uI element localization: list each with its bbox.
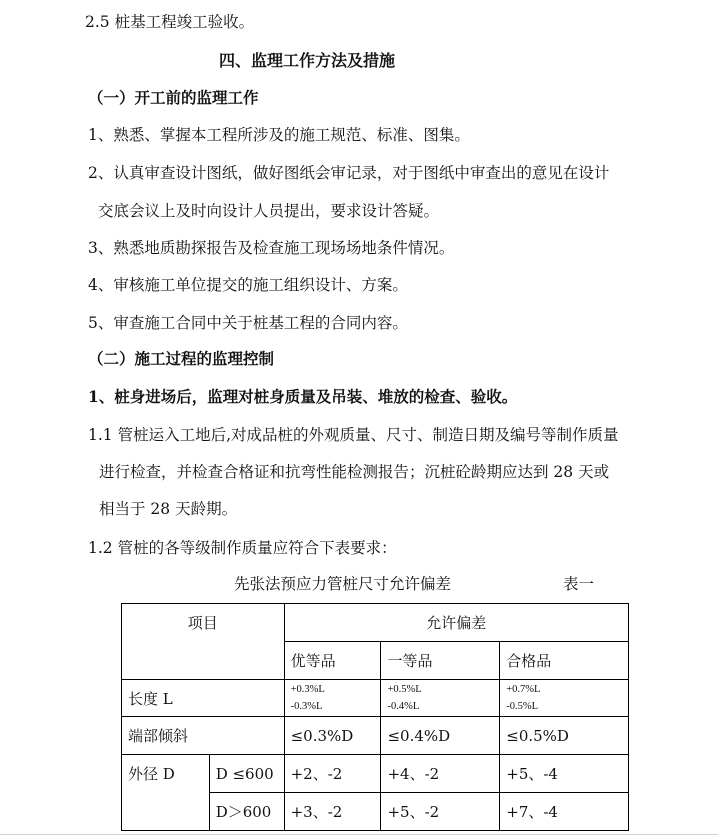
length-qualified-plus: +0.7%L <box>506 684 541 695</box>
od2-premium: +3、-2 <box>284 793 381 831</box>
od2-qualified: +7、-4 <box>500 793 629 831</box>
paragraph-1: 1、熟悉、掌握本工程所涉及的施工规范、标准、图集。 <box>88 126 470 144</box>
table-row <box>122 717 629 755</box>
od1-first: +4、-2 <box>381 755 500 793</box>
length-first-plus: +0.5%L <box>387 684 422 695</box>
subheading-construction-control: （二）施工过程的监理控制 <box>88 349 275 368</box>
subheading-before-start: （一）开工前的监理工作 <box>88 88 259 107</box>
row-label-outer-diameter: 外径 D <box>122 755 210 831</box>
length-first-minus: -0.4%L <box>387 701 420 712</box>
paragraph-5: 5、审查施工合同中关于桩基工程的合同内容。 <box>88 314 408 332</box>
row-label-end-tilt: 端部倾斜 <box>122 717 285 755</box>
od1-qualified: +5、-4 <box>500 755 629 793</box>
paragraph-1-1-line1: 1.1 管桩运入工地后,对成品桩的外观质量、尺寸、制造日期及编号等制作质量 <box>88 426 619 444</box>
header-grade-first: 一等品 <box>381 642 500 680</box>
paragraph-2-line1: 2、认真审查设计图纸，做好图纸会审记录，对于图纸中审查出的意见在设计 <box>88 164 610 182</box>
header-item: 项目 <box>122 604 285 680</box>
tolerance-table <box>121 603 629 831</box>
tilt-qualified: ≤0.5%D <box>500 717 629 755</box>
length-qualified-minus: -0.5%L <box>506 701 539 712</box>
length-premium-minus: -0.3%L <box>290 701 323 712</box>
paragraph-1-1-line3: 相当于 28 天龄期。 <box>99 500 238 518</box>
tilt-premium: ≤0.3%D <box>284 717 381 755</box>
table-number: 表一 <box>563 575 595 593</box>
bold-item-1: 1、桩身进场后，监理对桩身质量及吊装、堆放的检查、验收。 <box>88 387 518 406</box>
paragraph-2-line2: 交底会议上及时向设计人员提出，要求设计答疑。 <box>98 202 440 220</box>
od-sub-le-600: D ≤600 <box>209 755 284 793</box>
paragraph-4: 4、审核施工单位提交的施工组织设计、方案。 <box>88 276 408 294</box>
od1-premium: +2、-2 <box>284 755 381 793</box>
table-row <box>122 755 629 793</box>
paragraph-1-2: 1.2 管桩的各等级制作质量应符合下表要求： <box>88 539 397 557</box>
table-title: 先张法预应力管桩尺寸允许偏差 <box>234 575 452 593</box>
length-premium-plus: +0.3%L <box>290 684 325 695</box>
page-bottom-divider <box>0 834 718 835</box>
row-label-length: 长度 L <box>122 680 285 717</box>
length-first <box>381 680 500 717</box>
length-qualified <box>500 680 629 717</box>
paragraph-3: 3、熟悉地质勘探报告及检查施工现场场地条件情况。 <box>88 239 455 257</box>
paragraph-1-1-line2: 进行检查，并检查合格证和抗弯性能检测报告；沉桩砼龄期应达到 28 天或 <box>99 463 610 481</box>
paragraph-2-5: 2.5 桩基工程竣工验收。 <box>85 13 255 31</box>
od2-first: +5、-2 <box>381 793 500 831</box>
header-grade-qualified: 合格品 <box>500 642 629 680</box>
table-row <box>122 680 629 717</box>
tilt-first: ≤0.4%D <box>381 717 500 755</box>
header-grade-premium: 优等品 <box>284 642 381 680</box>
header-allowed-deviation: 允许偏差 <box>284 604 628 642</box>
length-premium <box>284 680 381 717</box>
section-heading-4: 四、监理工作方法及措施 <box>218 51 395 70</box>
od-sub-gt-600: D＞600 <box>209 793 284 831</box>
